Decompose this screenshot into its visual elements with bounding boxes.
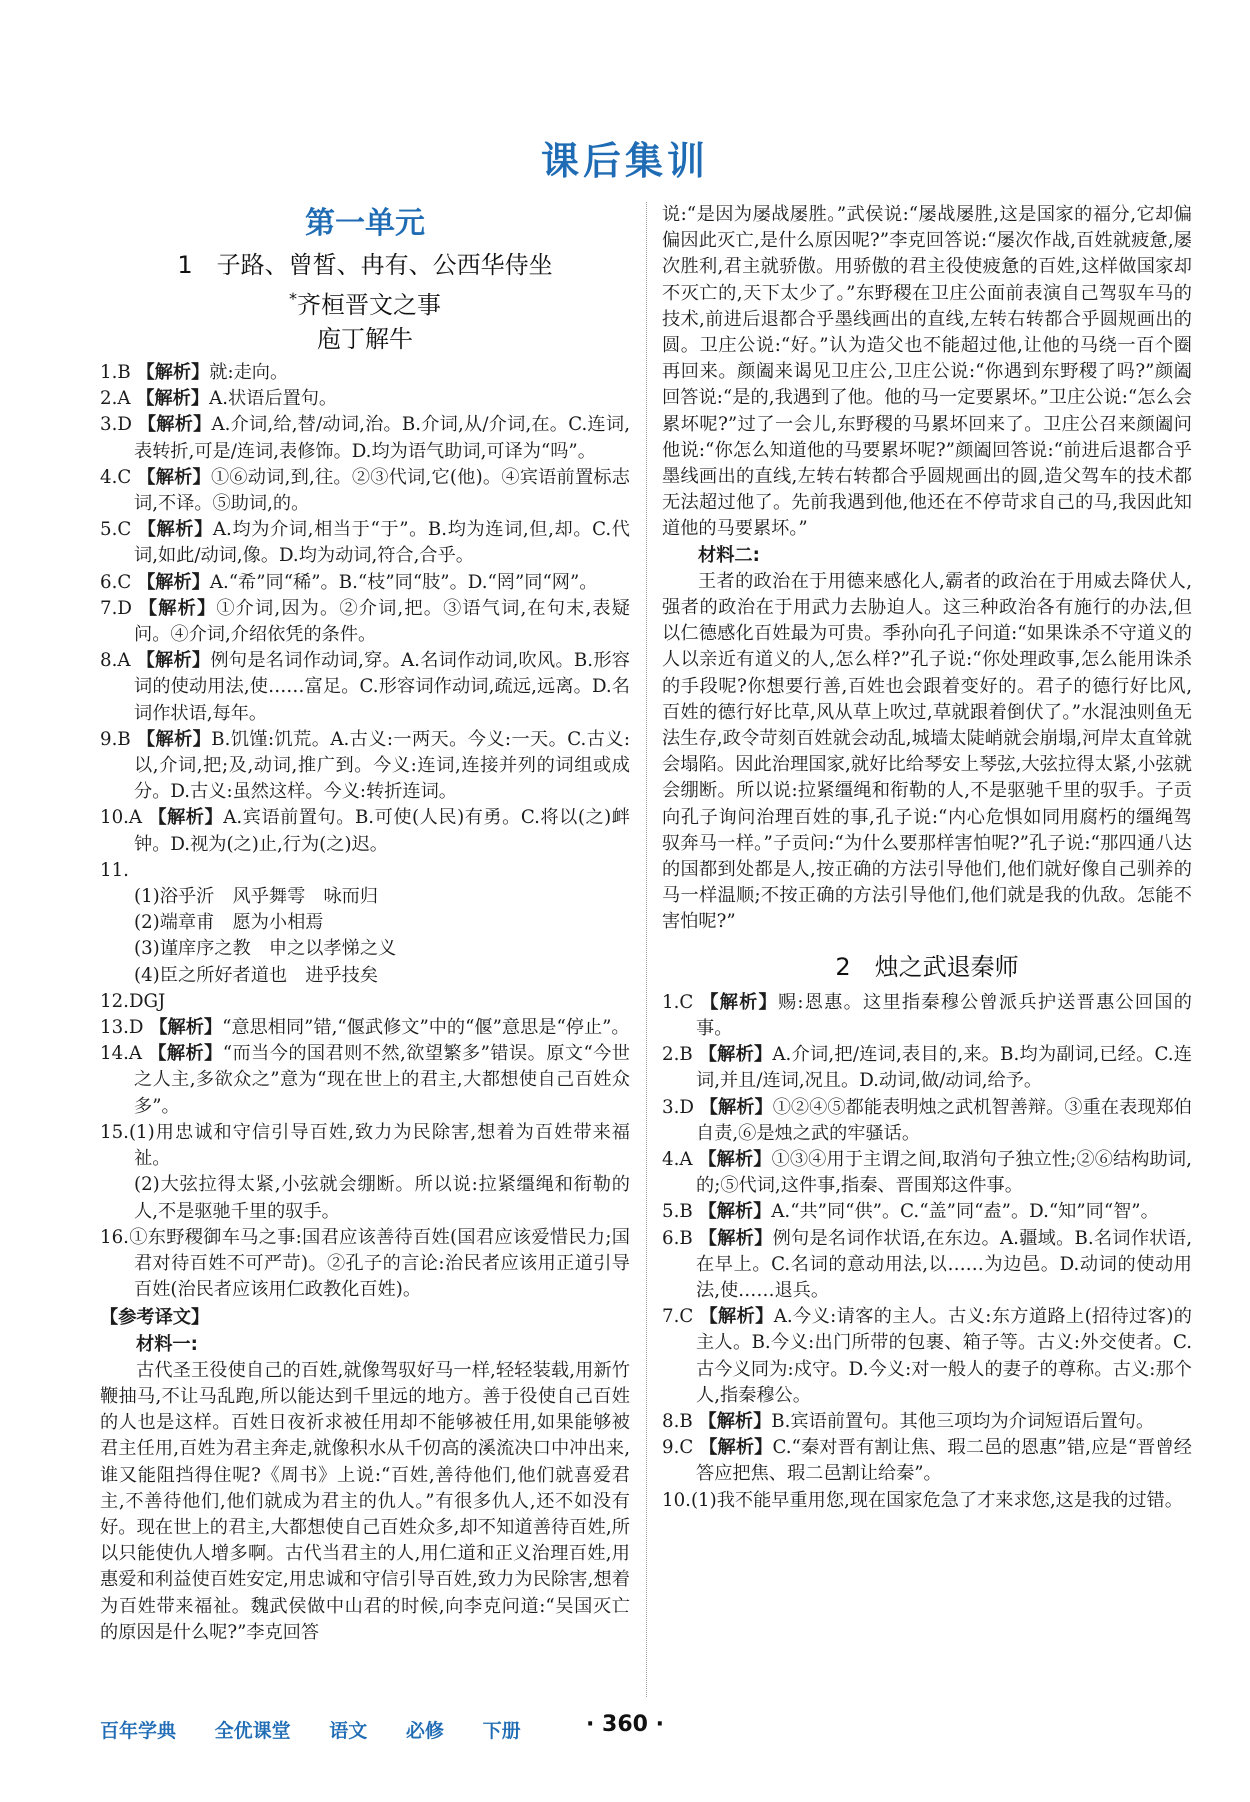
question-number: 13.D (100, 1017, 144, 1039)
unit-title: 第一单元 (305, 206, 425, 241)
answer-text: ①⑥动词,到,往。②③代词,它(他)。④宾语前置标志词,不译。⑤助词,的。 (134, 466, 630, 515)
question-number: 8.B (662, 1410, 693, 1432)
answer-text: ①②④⑤都能表明烛之武机智善辩。③重在表现郑伯自责,⑥是烛之武的牢骚话。 (696, 1096, 1192, 1144)
answer-text: ①③④用于主谓之间,取消句子独立性;②⑥结构助词,的;⑤代词,这件事,指秦、晋围郑这件事。 (696, 1148, 1192, 1197)
question-number: 7.D (100, 597, 132, 619)
material-2-text: 王者的政治在于用德来感化人,霸者的政治在于用威去降伏人,强者的政治在于用武力去胁迫人。这三种政治各有施行的办法,但以仁德感化百姓最为可贵。季孙向孔子问道:“如果诛杀不守道义的人以亲近有道义的人,怎么样?”孔子说:“你处理政事,怎么能用诛杀的手段呢?你想要行善,百姓也会跟着变好的。君子的德行好比风,百姓的德行好比草,风从草上吹过,草就跟着倒伏了。”水混浊则鱼无法生存,政令苛刻百姓就会动乱,城墙太陡峭就会崩塌,河岸太直耸就会塌陷。因此治理国家,就好比给琴安上琴弦,大弦拉得太紧,小弦就会绷断。所以说:拉紧缰绳和衔勒的人,不是驱驰千里的驭手。子贡向孔子询问治理百姓的事,孔子说:“内心危惧如同用腐朽的缰绳驾驭奔马一样。”子贡问:“为什么要那样害怕呢?”孔子说:“那四通八达的国都到处都是人,按正确的方法引导他们,他们就好像自己驯养的马一样温顺;不按正确的方法引导他们,他们就是我的仇敌。怎能不害怕呢?” (662, 570, 1192, 933)
answer-list-lesson-1 (100, 360, 630, 858)
answer-text: B.饥馑:饥荒。A.古义:一两天。今义:一天。C.古义:以,介词,把;及,动词,推广到。今义:连词,连接并列的词组或成分。D.古义:虽然这样。今义:转折连词。 (134, 728, 630, 803)
lesson-1-title-line-2 (100, 282, 630, 322)
answer-item (662, 1147, 1192, 1199)
q11-item: (4)臣之所好者道也 进乎技矣 (134, 964, 379, 986)
question-number: 14.A (100, 1043, 143, 1065)
answer-item (662, 1304, 1192, 1409)
answer-item (100, 517, 630, 569)
question-number: 9.C (662, 1437, 694, 1459)
answer-text: ①介词,因为。②介词,把。③语气词,在句末,表疑问。④介词,介绍依凭的条件。 (134, 597, 630, 646)
footer-subtitle: 全优课堂 (214, 1720, 291, 1742)
answer-item (100, 386, 630, 412)
analysis-tag: 【解析】 (700, 991, 778, 1013)
left-column (100, 202, 630, 1646)
question-12 (100, 989, 630, 1015)
analysis-tag: 【解析】 (148, 807, 224, 829)
question-number: 3.D (662, 1096, 694, 1118)
q11-item: (3)谨庠序之教 申之以孝悌之义 (134, 938, 397, 960)
question-number: 9.B (100, 728, 131, 750)
right-column (662, 202, 1192, 1514)
footer-series: 百年学典 (100, 1720, 177, 1742)
question-number: 12. (100, 990, 129, 1012)
question-number: 7.C (662, 1306, 694, 1328)
analysis-tag: 【解析】 (698, 1044, 773, 1066)
analysis-tag: 【解析】 (137, 466, 211, 488)
question-11 (100, 858, 630, 989)
question-number: 1.B (100, 362, 131, 383)
question-number: 10. (662, 1489, 691, 1511)
answer-list-lesson-1-continued (100, 1015, 630, 1120)
analysis-tag: 【解析】 (137, 414, 212, 436)
analysis-tag: 【解析】 (148, 1043, 223, 1065)
q11-item: (1)浴乎沂 风乎舞雩 咏而归 (134, 886, 379, 908)
lesson-1-title-line-1: 1 子路、曾皙、冉有、公西华侍坐 (177, 251, 553, 279)
answer-item (100, 1041, 630, 1120)
question-number: 15. (100, 1121, 129, 1143)
answer-text: “而当今的国君则不然,欲望繁多”错误。原文“今世之人主,多欲众之”意为“现在世上的君主,大都想使自己百姓众多”。 (134, 1043, 630, 1117)
answer-item (100, 805, 630, 857)
analysis-tag: 【解析】 (698, 1148, 772, 1170)
question-number: 2.A (100, 388, 131, 410)
question-number: 10.A (100, 807, 143, 829)
answer-item (100, 1015, 630, 1041)
answer-item (662, 1042, 1192, 1094)
analysis-tag: 【解析】 (699, 1306, 774, 1328)
answer-item (662, 1409, 1192, 1435)
answer-text: A.今义:请客的主人。古义:东方道路上(招待过客)的主人。B.今义:出门所带的包裹、箱子等。古义:外交使者。C.古今义同为:戍守。D.今义:对一般人的妻子的尊称。古义:那个人,指秦穆公。 (696, 1306, 1192, 1406)
analysis-tag: 【解析】 (137, 519, 213, 541)
answer-text: A.宾语前置句。B.可使(人民)有勇。C.将以(之)衅钟。D.视为(之)止,行为(之)迟。 (134, 807, 630, 855)
question-number: 11. (100, 859, 129, 881)
lesson-1-title-line-3: 庖丁解牛 (317, 325, 413, 353)
analysis-tag: 【解析】 (698, 1227, 773, 1249)
answer-item (100, 570, 630, 596)
answer-text: A.状语后置句。 (209, 388, 338, 410)
question-16 (100, 1225, 630, 1304)
question-number: 4.A (662, 1148, 693, 1170)
page-title: 课后集训 (540, 139, 709, 183)
answer-text: 例句是名词作状语,在东边。A.疆域。B.名词作状语,在早上。C.名词的意动用法,以……为边邑。D.动词的使动用法,使……退兵。 (696, 1227, 1192, 1301)
material-1-text: 古代圣王役使自己的百姓,就像驾驭好马一样,轻轻装载,用新竹鞭抽马,不让马乱跑,所以能达到千里远的地方。善于役使自己百姓的人也是这样。百姓日夜祈求被任用却不能够被任用,如果能够被君主任用,百姓为君主奔走,就像积水从千仞高的溪流决口中冲出来,谁又能阻挡得住呢?《周书》上说:“百姓,善待他们,他们就喜爱君主,不善待他们,他们就成为君主的仇人。”有很多仇人,还不如没有好。现在世上的君主,大都想使自己百姓众多,却不知道善待百姓,所以只能使仇人增多啊。古代当君主的人,用仁道和正义治理百姓,用惠爱和利益使百姓安定,用忠诚和守信引导百姓,致力为民除害,想着为百姓带来福祉。魏武侯做中山君的时候,向李克问道:“吴国灭亡的原因是什么呢?”李克回答 (100, 1359, 630, 1643)
reference-translation-heading: 【参考译文】 (100, 1307, 210, 1329)
analysis-tag: 【解析】 (699, 1096, 773, 1118)
column-divider (646, 202, 647, 1697)
analysis-tag: 【解析】 (136, 650, 211, 672)
answer-text: “意思相同”错,“偃武修文”中的“偃”意思是“停止”。 (222, 1017, 630, 1039)
analysis-tag: 【解析】 (136, 388, 210, 410)
material-2-heading: 材料二: (698, 544, 760, 566)
question-number: 1.C (662, 991, 694, 1013)
answer-item (100, 648, 630, 727)
answer-text: A.介词,把/连词,表目的,来。B.均为副词,已经。C.连词,并且/连词,况且。D.动词,做/动词,给予。 (696, 1044, 1192, 1092)
question-number: 2.B (662, 1044, 693, 1066)
material-1-heading: 材料一: (136, 1333, 198, 1355)
question-number: 6.B (662, 1227, 693, 1249)
answer-item (662, 1488, 1192, 1514)
answer-item (100, 360, 630, 386)
answer-text: ①东野稷御车马之事:国君应该善待百姓(国君应该爱惜民力;国君对待百姓不可严苛)。②孔子的言论:治民者应该用正道引导百姓(治民者应该用仁政教化百姓)。 (128, 1226, 630, 1301)
analysis-tag: 【解析】 (136, 362, 210, 383)
question-15 (100, 1120, 630, 1172)
answer-text: C.“秦对晋有割让焦、瑕二邑的恩惠”错,应是“晋曾经答应把焦、瑕二邑割让给秦”。 (696, 1437, 1192, 1485)
q11-item: (2)端章甫 愿为小相焉 (134, 912, 324, 934)
answer-text: 例句是名词作动词,穿。A.名词作动词,吹风。B.形容词的使动用法,使……富足。C.形容词作动词,疏远,远离。D.名词作状语,每年。 (134, 650, 630, 724)
answer-text: A.“希”同“稀”。B.“枝”同“肢”。D.“罔”同“网”。 (209, 571, 598, 593)
answer-item (100, 596, 630, 648)
answer-text: 就:走向。 (209, 362, 289, 383)
answer-item (100, 412, 630, 464)
answer-text: B.宾语前置句。其他三项均为介词短语后置句。 (771, 1410, 1155, 1432)
analysis-tag: 【解析】 (699, 1437, 773, 1459)
answer-list-lesson-2 (662, 990, 1192, 1514)
answer-item (662, 1435, 1192, 1487)
lesson-1-title-text-2: 齐桓晋文之事 (297, 291, 441, 319)
answer-text: A.介词,给,替/动词,治。B.介词,从/介词,在。C.连词,表转折,可是/连词,表修饰。D.均为语气助词,可译为“吗”。 (134, 414, 630, 462)
answer-item (662, 1226, 1192, 1305)
footer-subject: 语文 (329, 1720, 368, 1742)
answer-item (662, 1095, 1192, 1147)
analysis-tag: 【解析】 (136, 728, 212, 750)
analysis-tag: 【解析】 (698, 1201, 772, 1223)
analysis-tag: 【解析】 (137, 571, 210, 593)
material-1-text-continued: 说:“是因为屡战屡胜。”武侯说:“屡战屡胜,这是国家的福分,它却偏偏因此灭亡,是什么原因呢?”李克回答说:“屡次作战,百姓就疲惫,屡次胜利,君主就骄傲。用骄傲的君主役使疲惫的百姓,这样做国家却不灭亡的,天下太少了。”东野稷在卫庄公面前表演自己驾驭车马的技术,前进后退都合乎墨线画出的直线,左转右转都合乎圆规画出的圆。卫庄公说:“好。”认为造父也不能超过他,让他的马绕一百个圈再回来。颜阖来谒见卫庄公,卫庄公说:“你遇到东野稷了吗?”颜阖回答说:“是的,我遇到了他。他的马一定要累坏。”卫庄公说:“怎么会累坏呢?”过了一会儿,东野稷的马累坏回来了。卫庄公召来颜阖问他说:“你怎么知道他的马要累坏呢?”颜阖回答说:“前进后退都合乎墨线画出的直线,左转右转都合乎圆规画出的圆,造父驾车的技术都无法超过他了。先前我遇到他,他还在不停苛求自己的马,我因此知道他的马要累坏。” (662, 204, 1192, 540)
answer-text: (1)我不能早重用您,现在国家危急了才来求您,这是我的过错。 (690, 1489, 1183, 1511)
question-number: 16. (100, 1226, 129, 1248)
analysis-tag: 【解析】 (698, 1410, 772, 1432)
optional-star-mark: * (289, 289, 297, 308)
question-number: 5.C (100, 519, 132, 541)
question-number: 4.C (100, 466, 132, 488)
answer-text: A.均为介词,相当于“于”。B.均为连词,但,却。C.代词,如此/动词,像。D.均为动词,符合,合乎。 (134, 519, 630, 567)
lesson-2-title: 2 烛之武退秦师 (835, 952, 1019, 981)
answer-item (662, 1199, 1192, 1225)
answer-item (100, 465, 630, 517)
question-number: 8.A (100, 650, 131, 672)
analysis-tag: 【解析】 (149, 1017, 223, 1039)
answer-text: (1)用忠诚和守信引导百姓,致力为民除害,想着为百姓带来福祉。 (128, 1121, 630, 1170)
analysis-tag: 【解析】 (138, 597, 217, 619)
q15-part-2: (2)大弦拉得太紧,小弦就会绷断。所以说:拉紧缰绳和衔勒的人,不是驱驰千里的驭手。 (134, 1174, 630, 1222)
question-number: 6.C (100, 571, 132, 593)
answer-item (662, 990, 1192, 1042)
answer-text: A.“共”同“供”。C.“盖”同“盍”。D.“知”同“智”。 (771, 1201, 1159, 1223)
question-number: 3.D (100, 414, 132, 436)
answer-text: 赐:恩惠。这里指秦穆公曾派兵护送晋惠公回国的事。 (696, 991, 1192, 1039)
answer-text: DGJ (128, 990, 166, 1012)
page-number: · 360 · (586, 1712, 664, 1737)
question-number: 5.B (662, 1201, 693, 1223)
footer-volume-type: 必修 (405, 1720, 444, 1742)
footer-volume: 下册 (482, 1720, 521, 1742)
answer-item (100, 727, 630, 806)
